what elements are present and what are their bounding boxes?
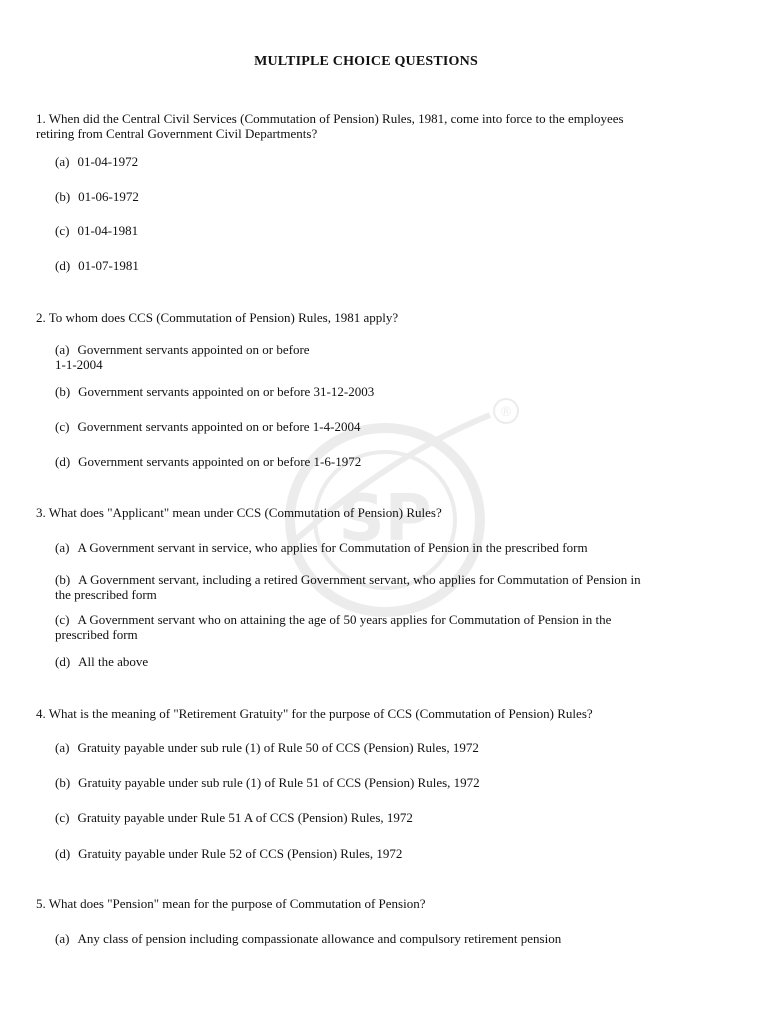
option-label: (c) bbox=[55, 810, 70, 825]
option-text: Government servants appointed on or before bbox=[77, 342, 310, 357]
question-2-option-a bbox=[55, 342, 655, 372]
option-label: (c) bbox=[55, 612, 70, 627]
option-text: A Government servant, including a retired Government servant, who applies for Commutation of Pension in the prescribed form bbox=[55, 572, 641, 602]
option-text: Gratuity payable under Rule 51 A of CCS (Pension) Rules, 1972 bbox=[77, 810, 413, 825]
question-1: 1. When did the Central Civil Services (Commutation of Pension) Rules, 1981, come into force to the employees retiring from Central Government Civil Departments? bbox=[36, 111, 624, 141]
question-5: 5. What does "Pension" mean for the purpose of Commutation of Pension? bbox=[36, 896, 426, 911]
option-text: Any class of pension including compassionate allowance and compulsory retirement pension bbox=[77, 931, 562, 946]
option-label: (c) bbox=[55, 419, 70, 434]
option-text: Government servants appointed on or before 1-6-1972 bbox=[78, 454, 362, 469]
option-label: (a) bbox=[55, 154, 70, 169]
question-3-option-d bbox=[55, 654, 655, 669]
question-1-option-d bbox=[55, 258, 655, 273]
question-3: 3. What does "Applicant" mean under CCS (Commutation of Pension) Rules? bbox=[36, 505, 442, 520]
option-label: (a) bbox=[55, 342, 70, 357]
page-title: MULTIPLE CHOICE QUESTIONS bbox=[254, 54, 478, 69]
option-label: (a) bbox=[55, 931, 70, 946]
option-text: 01-04-1981 bbox=[77, 223, 139, 238]
option-label: (b) bbox=[55, 384, 71, 399]
question-2-option-d bbox=[55, 454, 655, 469]
option-label: (c) bbox=[55, 223, 70, 238]
question-2-option-b bbox=[55, 384, 655, 399]
option-label: (a) bbox=[55, 540, 70, 555]
option-label: (b) bbox=[55, 189, 71, 204]
option-label: (d) bbox=[55, 258, 71, 273]
option-text-continued: 1-1-2004 bbox=[55, 357, 103, 372]
option-text: Gratuity payable under sub rule (1) of Rule 50 of CCS (Pension) Rules, 1972 bbox=[77, 740, 479, 755]
question-4-option-b bbox=[55, 775, 655, 790]
option-text: All the above bbox=[78, 654, 149, 669]
option-text: Gratuity payable under sub rule (1) of Rule 51 of CCS (Pension) Rules, 1972 bbox=[78, 775, 480, 790]
question-4: 4. What is the meaning of "Retirement Gratuity" for the purpose of CCS (Commutation of Pension) Rules? bbox=[36, 706, 593, 721]
question-1-option-b bbox=[55, 189, 655, 204]
question-1-option-a bbox=[55, 154, 655, 169]
registered-mark: ® bbox=[499, 405, 513, 420]
option-text: 01-04-1972 bbox=[77, 154, 139, 169]
option-label: (b) bbox=[55, 775, 71, 790]
option-text: Government servants appointed on or before 31-12-2003 bbox=[78, 384, 375, 399]
question-4-option-a bbox=[55, 740, 655, 755]
question-3-option-a bbox=[55, 540, 655, 555]
logo-monogram: SP bbox=[338, 482, 432, 556]
option-label: (d) bbox=[55, 654, 71, 669]
question-3-option-c bbox=[55, 612, 655, 642]
option-text: 01-06-1972 bbox=[78, 189, 139, 204]
option-label: (b) bbox=[55, 572, 71, 587]
question-1-option-c bbox=[55, 223, 655, 238]
option-text: Gratuity payable under Rule 52 of CCS (Pension) Rules, 1972 bbox=[78, 846, 403, 861]
question-2-option-c bbox=[55, 419, 655, 434]
question-5-option-a bbox=[55, 931, 655, 946]
question-3-option-b bbox=[55, 572, 655, 602]
question-2: 2. To whom does CCS (Commutation of Pension) Rules, 1981 apply? bbox=[36, 310, 399, 325]
option-label: (a) bbox=[55, 740, 70, 755]
option-text: Government servants appointed on or before 1-4-2004 bbox=[77, 419, 361, 434]
question-4-option-d bbox=[55, 846, 655, 861]
option-label: (d) bbox=[55, 454, 71, 469]
option-text: A Government servant in service, who applies for Commutation of Pension in the prescribed form bbox=[77, 540, 588, 555]
option-text: A Government servant who on attaining the age of 50 years applies for Commutation of Pension in the prescribed form bbox=[55, 612, 612, 642]
option-text: 01-07-1981 bbox=[78, 258, 139, 273]
option-label: (d) bbox=[55, 846, 71, 861]
question-4-option-c bbox=[55, 810, 655, 825]
